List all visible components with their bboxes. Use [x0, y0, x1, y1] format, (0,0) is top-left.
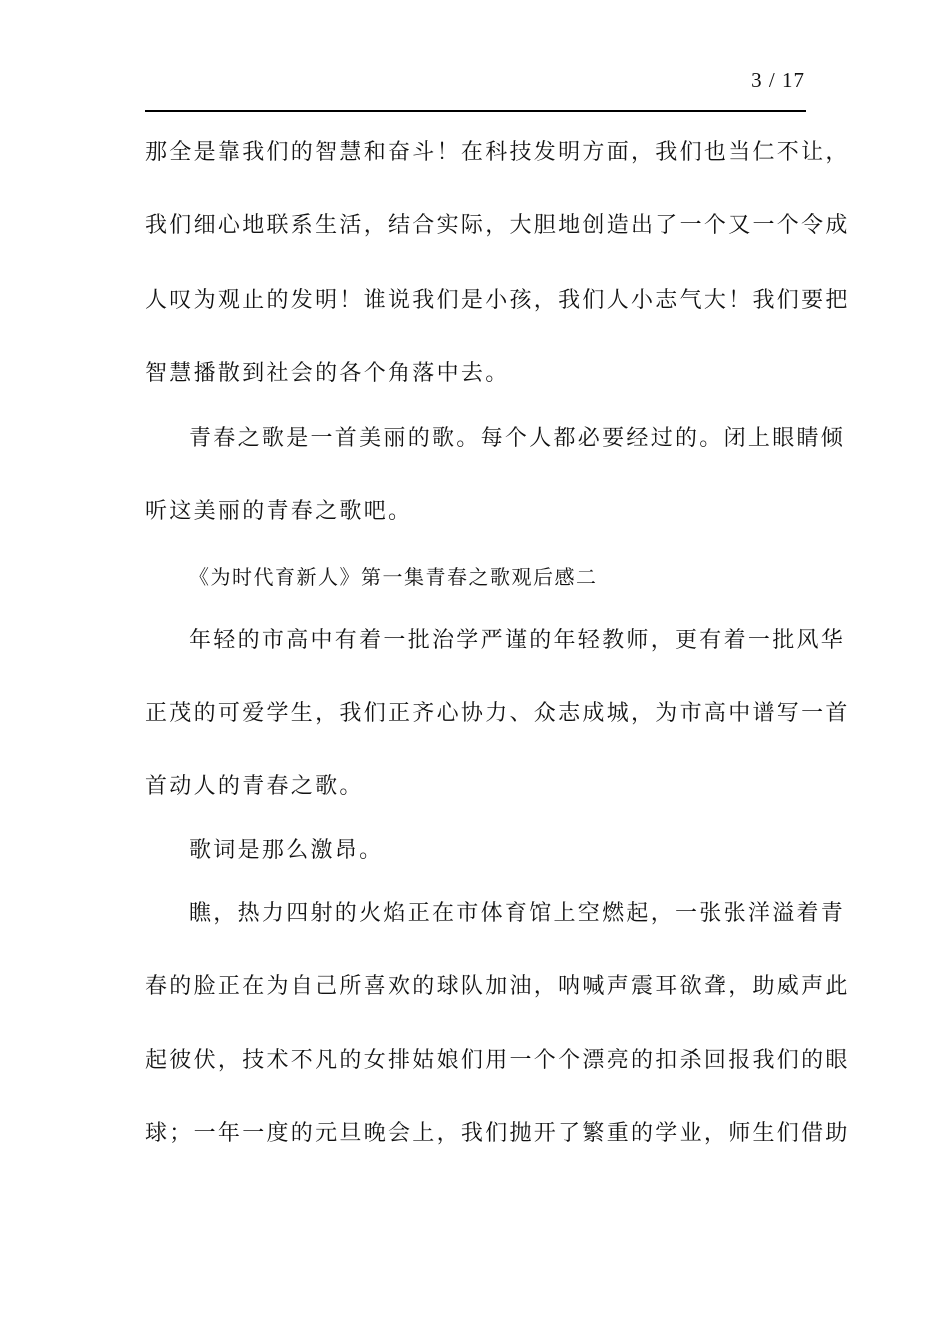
text-line: 瞧，热力四射的火焰正在市体育馆上空燃起，一张张洋溢着青: [189, 901, 846, 926]
text-line: 青春之歌是一首美丽的歌。每个人都必要经过的。闭上眼睛倾: [189, 426, 846, 451]
text-line: 起彼伏，技术不凡的女排姑娘们用一个个漂亮的扣杀回报我们的眼: [145, 1048, 850, 1073]
text-line: 春的脸正在为自己所喜欢的球队加油，呐喊声震耳欲聋，助威声此: [145, 974, 850, 999]
page-number: 3 / 17: [751, 68, 805, 92]
text-line: 年轻的市高中有着一批治学严谨的年轻教师，更有着一批风华: [189, 628, 846, 653]
header-rule: [145, 110, 806, 112]
text-line: 智慧播散到社会的各个角落中去。: [145, 361, 510, 386]
text-line: 首动人的青春之歌。: [145, 774, 364, 799]
text-line: 那全是靠我们的智慧和奋斗！在科技发明方面，我们也当仁不让，: [145, 140, 850, 165]
text-line: 听这美丽的青春之歌吧。: [145, 499, 413, 524]
section-heading: 《为时代育新人》第一集青春之歌观后感二: [189, 565, 598, 589]
text-line: 歌词是那么激昂。: [189, 838, 384, 863]
text-line: 正茂的可爱学生，我们正齐心协力、众志成城，为市高中谱写一首: [145, 701, 850, 726]
text-line: 人叹为观止的发明！谁说我们是小孩，我们人小志气大！我们要把: [145, 288, 850, 313]
text-line: 球；一年一度的元旦晚会上，我们抛开了繁重的学业，师生们借助: [145, 1121, 850, 1146]
text-line: 我们细心地联系生活，结合实际，大胆地创造出了一个又一个令成: [145, 213, 850, 238]
